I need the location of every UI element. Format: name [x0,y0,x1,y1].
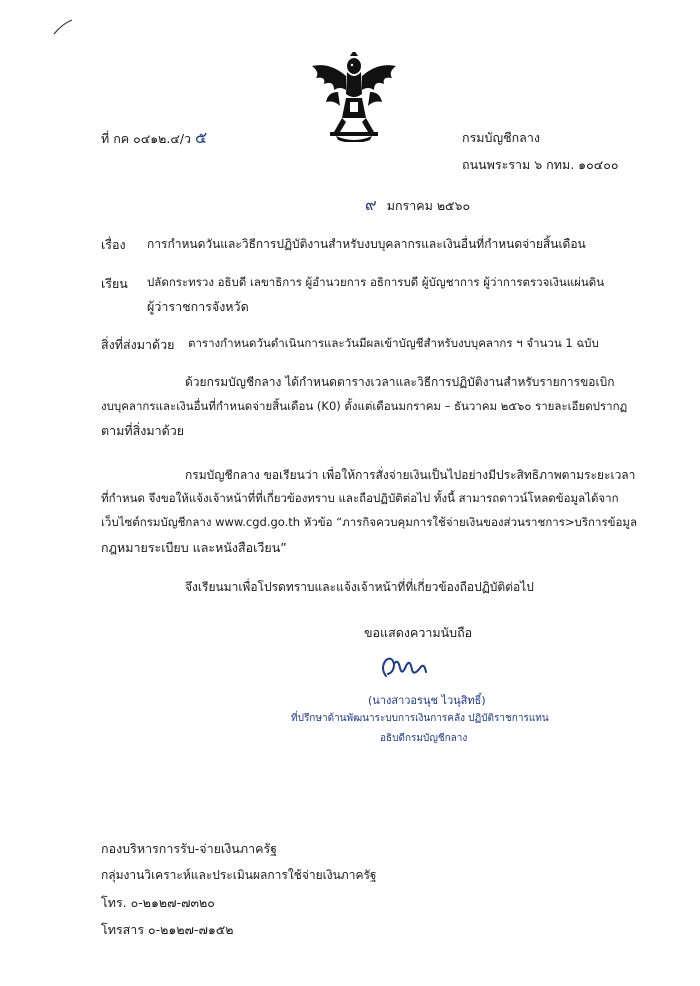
organization-address: ถนนพระราม ๖ กทม. ๑๐๔๐๐ [462,157,619,172]
paragraph-3: จึงเรียนมาเพื่อโปรดทราบและแจ้งเจ้าหน้าที่ที่เกี่ยวข้องถือปฏิบัติต่อไป [185,580,534,594]
handwritten-signature [376,650,436,684]
reference-handwritten-number: ๕ [195,128,208,147]
paragraph-1-line-3: ตามที่สิ่งมาด้วย [101,423,185,438]
enclosure-label: สิ่งที่ส่งมาด้วย [101,337,175,352]
enclosure-text: ตารางกำหนดวันดำเนินการและวันมีผลเข้าบัญชีสำหรับงบบุคลากร ฯ จำนวน 1 ฉบับ [188,336,599,350]
signer-name: (นางสาวอรนุช ไวนุสิทธิ์) [368,694,486,707]
recipient-line-2: ผู้ว่าราชการจังหวัด [147,299,249,314]
signer-office: อธิบดีกรมบัญชีกลาง [380,733,468,744]
footer-fax: โทรสาร ๐-๒๑๒๗-๗๑๕๒ [101,922,234,937]
document-date [365,193,470,218]
reference-prefix: ที่ กค ๐๔๑๒.๔/ว [101,131,192,146]
closing-salutation: ขอแสดงความนับถือ [364,625,473,640]
footer-division: กองบริหารการรับ-จ่ายเงินภาครัฐ [101,841,278,856]
recipient-label: เรียน [101,276,128,291]
subject-label: เรื่อง [101,237,126,252]
paragraph-2-line-2: ที่กำหนด จึงขอให้แจ้งเจ้าหน้าที่ที่เกี่ยวข้องทราบ และถือปฏิบัติต่อไป ทั้งนี้ สามารถดาวน์โหลดข้อมูลได้จาก [101,491,619,505]
organization-name: กรมบัญชีกลาง [462,130,540,145]
paragraph-1-line-2: งบบุคลากรและเงินอื่นที่กำหนดจ่ายสิ้นเดือน (K0) ตั้งแต่เดือนมกราคม – ธันวาคม ๒๕๖๐ รายละเอียดปรากฏ [101,399,628,413]
paragraph-1-line-1: ด้วยกรมบัญชีกลาง ได้กำหนดตารางเวลาและวิธีการปฏิบัติงานสำหรับรายการขอเบิก [185,375,615,389]
footer-group: กลุ่มงานวิเคราะห์และประเมินผลการใช้จ่ายเงินภาครัฐ [101,868,377,882]
signer-title: ที่ปรึกษาด้านพัฒนาระบบการเงินการคลัง ปฏิบัติราชการแทน [291,713,549,724]
recipient-line-1: ปลัดกระทรวง อธิบดี เลขาธิการ ผู้อำนวยการ อธิการบดี ผู้บัญชาการ ผู้ว่าการตรวจเงินแผ่นดิน [147,275,605,289]
garuda-emblem-icon [306,52,402,142]
pen-mark-icon [52,18,74,36]
paragraph-2-line-4: กฎหมายระเบียบ และหนังสือเวียน” [101,540,287,555]
reference-number [101,126,207,151]
subject-text: การกำหนดวันและวิธีการปฏิบัติงานสำหรับงบบุคลากรและเงินอื่นที่กำหนดจ่ายสิ้นเดือน [147,237,586,251]
date-day-handwritten: ๙ [365,195,377,214]
paragraph-2-line-1: กรมบัญชีกลาง ขอเรียนว่า เพื่อให้การสั่งจ่ายเงินเป็นไปอย่างมีประสิทธิภาพตามระยะเวลา [185,468,636,482]
footer-tel: โทร. ๐-๒๑๒๗-๗๓๒๐ [101,895,215,910]
date-month-year: มกราคม ๒๕๖๐ [386,198,471,213]
paragraph-2-line-3: เว็บไซต์กรมบัญชีกลาง www.cgd.go.th หัวข้อ “ภารกิจควบคุมการใช้จ่ายเงินของส่วนราชการ>บริการข้อมูล [101,515,638,529]
